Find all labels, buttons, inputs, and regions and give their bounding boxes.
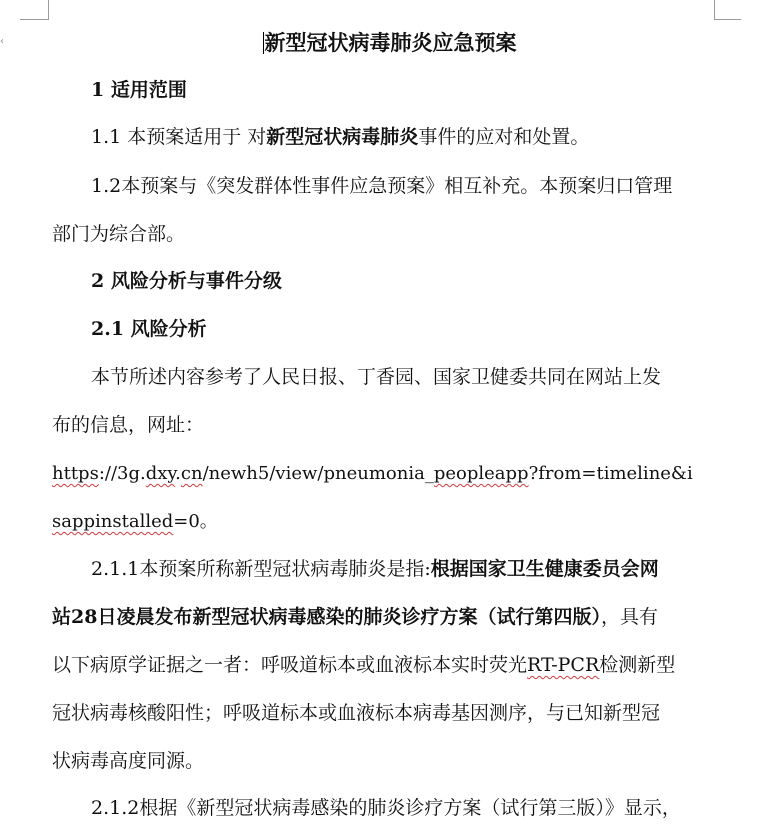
paragraph-source-line-2: 布的信息，网址： [52, 414, 205, 436]
paragraph-2-1-1-line-4: 冠状病毒核酸阳性；呼吸道标本或血液标本病毒基因测序，与已知新型冠 [52, 702, 661, 724]
paragraph-2-1-1-line-1 [91, 557, 754, 582]
paragraph-2-1-1-line-3 [52, 653, 715, 678]
document-title[interactable] [0, 30, 779, 56]
url-part: ?from=timeline&i [528, 463, 693, 484]
text-run: 检测新型 [599, 654, 676, 676]
paragraph-2-1-2-line-1: 2.1.2根据《新型冠状病毒感染的肺炎诊疗方案（试行第三版）》显示， [91, 797, 681, 819]
text-run-bold: 站28日凌晨发布新型冠状病毒感染的肺炎诊疗方案（试行第四版） [52, 606, 601, 628]
paragraph-1-2-line-1: 1.2本预案与《突发群体性事件应急预案》相互补充。本预案归口管理 [91, 175, 673, 197]
text-run-flagged: RT-PCR [527, 654, 600, 676]
paragraph-source-line-1: 本节所述内容参考了人民日报、丁香园、国家卫健委共同在网站上发 [91, 366, 662, 388]
url-part: /newh5/view/pneumonia_ [202, 463, 434, 484]
url-part: ://3g. [98, 463, 146, 484]
crop-mark-top-left-horizontal [20, 19, 48, 20]
url-line-2[interactable] [52, 509, 715, 534]
text-run: 以下病原学证据之一者：呼吸道标本或血液标本实时荧光 [52, 654, 528, 676]
url-part: dxy [145, 463, 176, 484]
document-title-text: 新型冠状病毒肺炎应急预案 [264, 30, 517, 55]
text-run: 1.1 本预案适用于 对 [91, 126, 267, 148]
text-run-bold: 新型冠状病毒肺炎 [266, 126, 419, 148]
url-part: peopleapp [433, 463, 529, 484]
text-cursor [263, 32, 264, 54]
heading-2: 2 风险分析与事件分级 [91, 270, 282, 292]
margin-caret-icon: ‹ [0, 36, 4, 47]
text-run: ，具有 [600, 606, 658, 628]
paragraph-2-1-1-line-5: 状病毒高度同源。 [52, 750, 205, 772]
heading-2-1: 2.1 风险分析 [91, 318, 207, 340]
url-part: cn [180, 463, 203, 484]
paragraph-1-1 [91, 125, 754, 150]
paragraph-2-1-1-line-2 [52, 605, 715, 630]
paragraph-1-2-line-2: 部门为综合部。 [52, 223, 186, 245]
url-part: https [52, 463, 99, 484]
text-run: 2.1.1本预案所称新型冠状病毒肺炎是指: [91, 558, 431, 580]
url-part: =0。 [173, 511, 218, 532]
url-part: sappinstalled [52, 511, 174, 532]
crop-mark-top-left-vertical [48, 0, 49, 20]
url-line-1[interactable] [52, 461, 715, 486]
crop-mark-top-right-horizontal [715, 19, 741, 20]
heading-1: 1 适用范围 [91, 79, 187, 101]
text-run-bold: 根据国家卫生健康委员会网 [430, 558, 659, 580]
text-run: 事件的应对和处置。 [418, 126, 590, 148]
crop-mark-top-right-vertical [714, 0, 715, 20]
url-part: . [175, 463, 181, 484]
